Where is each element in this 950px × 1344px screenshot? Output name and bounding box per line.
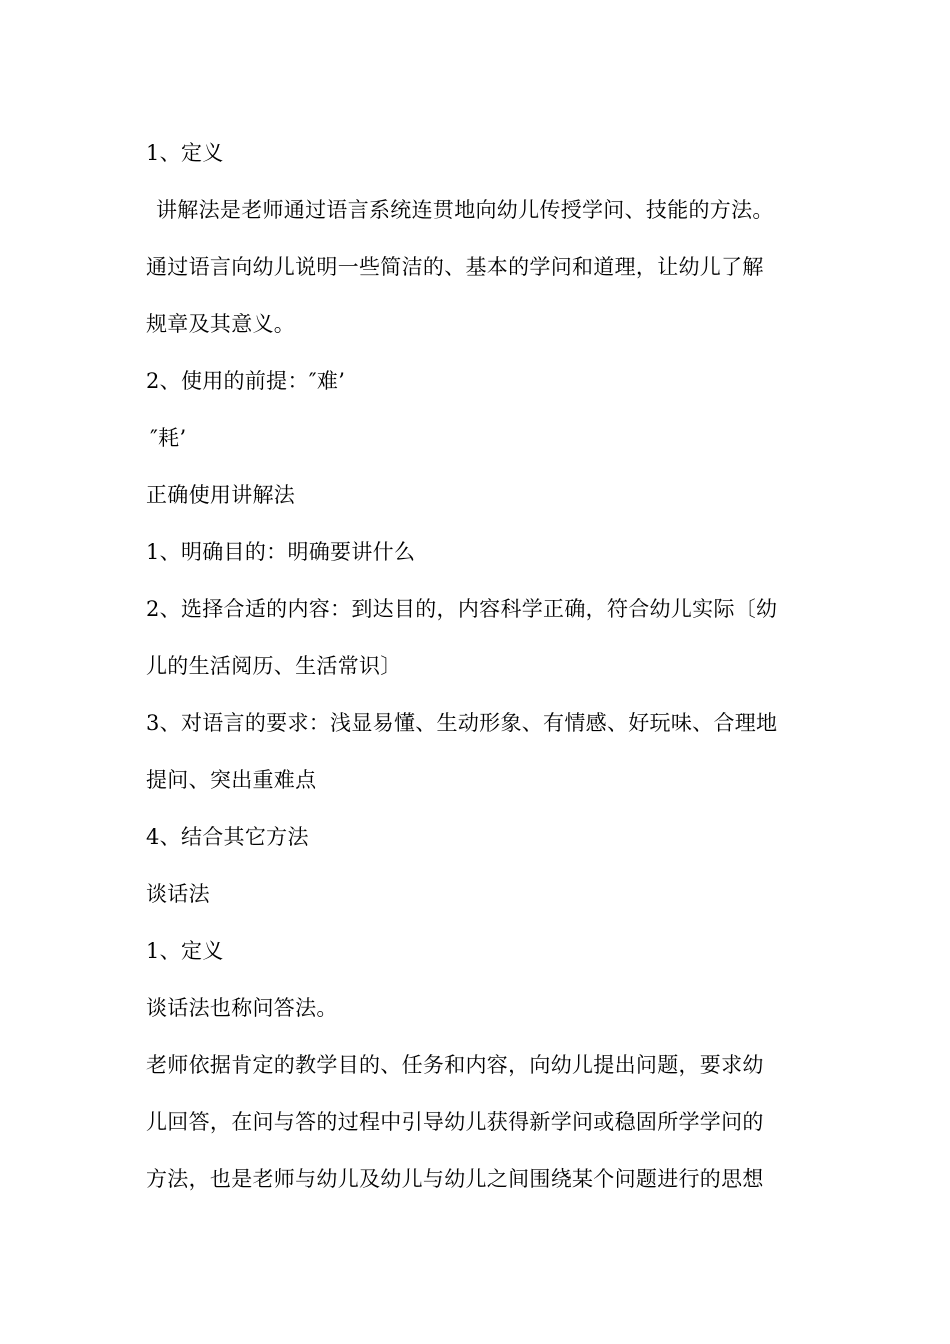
paragraph-line: 讲解法是老师通过语言系统连贯地向幼儿传授学问、技能的方法。 (156, 198, 774, 222)
section-heading-conversation: 谈话法 (146, 882, 210, 906)
paragraph-line: 谈话法也称问答法。 (146, 996, 338, 1020)
paragraph-line: 方法，也是老师与幼儿及幼儿与幼儿之间围绕某个问题进行的思想 (146, 1167, 764, 1191)
list-item: 4、结合其它方法 (146, 825, 309, 849)
section-heading-correct-use: 正确使用讲解法 (146, 483, 296, 507)
section-heading-premise: 2、使用的前提：″难’ (146, 369, 346, 393)
paragraph-line: 规章及其意义。 (146, 312, 296, 336)
paragraph-line: ″耗’ (150, 426, 187, 450)
list-item: 2、选择合适的内容：到达目的，内容科学正确，符合幼儿实际〔幼 (146, 597, 778, 621)
section-heading-definition: 1、定义 (146, 141, 224, 165)
paragraph-line: 提问、突出重难点 (146, 768, 317, 792)
list-item: 3、对语言的要求：浅显易懂、生动形象、有情感、好玩味、合理地 (146, 711, 778, 735)
paragraph-line: 通过语言向幼儿说明一些简洁的、基本的学问和道理，让幼儿了解 (146, 255, 764, 279)
paragraph-line: 儿回答，在问与答的过程中引导幼儿获得新学问或稳固所学学问的 (146, 1110, 764, 1134)
section-heading-definition: 1、定义 (146, 939, 224, 963)
paragraph-line: 儿的生活阅历、生活常识〕 (146, 654, 402, 678)
list-item: 1、明确目的：明确要讲什么 (146, 540, 416, 564)
paragraph-line: 老师依据肯定的教学目的、任务和内容，向幼儿提出问题，要求幼 (146, 1053, 764, 1077)
